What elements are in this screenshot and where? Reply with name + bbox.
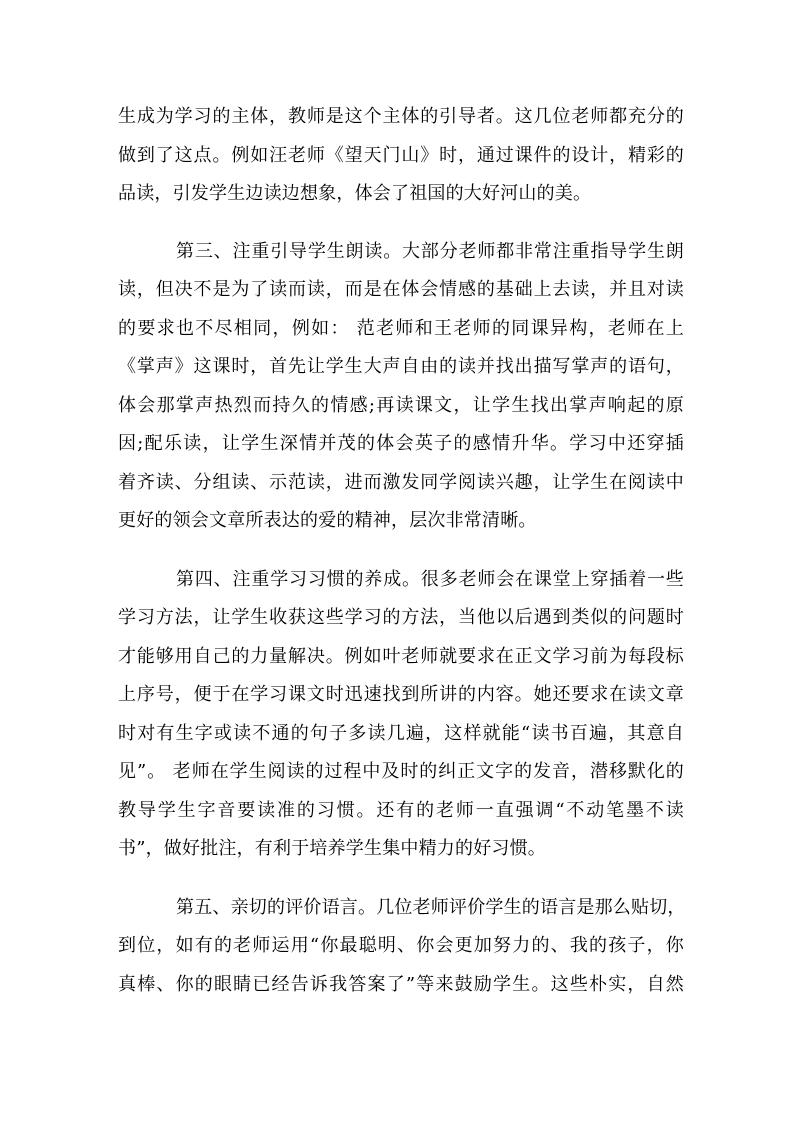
paragraph-line: 书”，做好批注，有利于培养学生集中精力的好习惯。 (118, 838, 546, 859)
paragraph-line: 品读，引发学生边读边想象，体会了祖国的大好河山的美。 (118, 183, 592, 204)
paragraph-3 (118, 561, 684, 869)
paragraph-line: 才能够用自己的力量解决。例如叶老师就要求在正文学习前为每段标 (118, 645, 684, 667)
paragraph-line: 第五、亲切的评价语言。几位老师评价学生的语言是那么贴切， (176, 896, 686, 918)
paragraph-1 (118, 98, 684, 214)
paragraph-2 (118, 233, 684, 541)
paragraph-line: 学习方法，让学生收获这些学习的方法，当他以后遇到类似的问题时 (118, 607, 684, 628)
document-body (118, 98, 684, 1023)
paragraph-line: 到位，如有的老师运用“你最聪明、你会更加努力的、我的孩子，你 (118, 935, 684, 956)
paragraph-line: 做到了这点。例如汪老师《望天门山》时，通过课件的设计，精彩的 (118, 144, 684, 166)
paragraph-line: 第四、注重学习习惯的养成。很多老师会在课堂上穿插着一些 (176, 568, 684, 590)
paragraph-line: 读，但决不是为了读而读，而是在体会情感的基础上去读，并且对读 (118, 279, 684, 300)
paragraph-line: 上序号，便于在学习课文时迅速找到所讲的内容。她还要求在读文章 (118, 684, 684, 705)
paragraph-line: 生成为学习的主体，教师是这个主体的引导者。这几位老师都充分的 (118, 106, 684, 127)
paragraph-line: 教导学生字音要读准的习惯。还有的老师一直强调“不动笔墨不读 (118, 799, 684, 821)
paragraph-line: 着齐读、分组读、示范读，进而激发同学阅读兴趣，让学生在阅读中 (118, 471, 684, 493)
paragraph-line: 真棒、你的眼睛已经告诉我答案了”等来鼓励学生。这些朴实，自然 (118, 973, 684, 995)
paragraph-line: 见”。 老师在学生阅读的过程中及时的纠正文字的发音，潜移默化的 (118, 761, 684, 782)
paragraph-line: 的要求也不尽相同，例如： 范老师和王老师的同课异构，老师在上 (118, 317, 684, 339)
paragraph-line: 第三、注重引导学生朗读。大部分老师都非常注重指导学生朗 (176, 240, 684, 262)
paragraph-line: 《掌声》这课时，首先让学生大声自由的读并找出描写掌声的语句， (118, 356, 684, 377)
paragraph-line: 因;配乐读，让学生深情并茂的体会英子的感情升华。学习中还穿插 (118, 433, 684, 454)
paragraph-4 (118, 889, 684, 1005)
paragraph-line: 更好的领会文章所表达的爱的精神，层次非常清晰。 (118, 510, 537, 531)
paragraph-line: 体会那掌声热烈而持久的情感;再读课文，让学生找出掌声响起的原 (118, 394, 684, 416)
paragraph-line: 时对有生字或读不通的句子多读几遍，这样就能“读书百遍，其意自 (118, 722, 684, 744)
